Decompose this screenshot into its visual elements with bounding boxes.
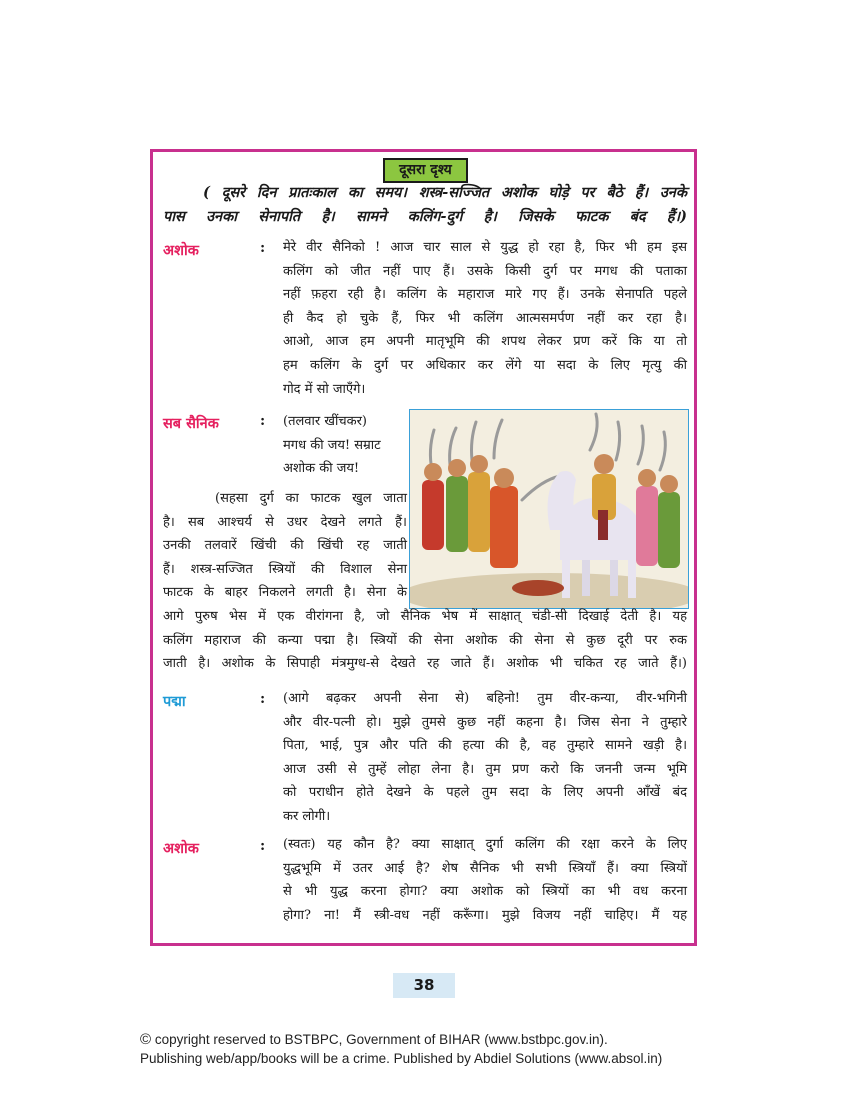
dialogue-line: आज उसी से तुम्हें लोहा लेना है। तुम प्रण करो कि जननी जन्म भूमि: [283, 761, 687, 777]
dialogue-line: होगा? ना! मैं स्त्री-वध नहीं करूँगा। मुझे विजय नहीं चाहिए। मैं यह: [283, 907, 687, 923]
battle-illustration: [409, 409, 689, 609]
dialogue-line: गोद में सो जाएँगे।: [283, 381, 366, 397]
dialogue-line: (तलवार खींचकर): [283, 414, 367, 429]
dialogue-line: को पराधीन होते देखने के पहले तुम सदा के लिए अपनी आँखें बंद: [283, 785, 687, 801]
dialogue-line: मगध की जय! सम्राट: [283, 437, 381, 453]
dialogue-line: मेरे वीर सैनिको ! आज चार साल से युद्ध हो रहा है, फिर भी हम इस: [283, 240, 687, 255]
dialogue-line: पिता, भाई, पुत्र और पति की हत्या की है, वह तुम्हारे सामने खड़ी है।: [283, 738, 687, 754]
dialogue-line: कर लोगी।: [283, 808, 331, 824]
dialogue-line: (स्वतः) यह कौन है? क्या साक्षात् दुर्गा कलिंग की रक्षा करने के लिए: [283, 837, 687, 852]
narration-line: कलिंग महाराज की कन्या पद्मा है। स्त्रियों की सेना अशोक की सेना से कुछ दूरी पर रुक: [163, 632, 687, 648]
narration-line: उनकी तलवारें खिंची की खिंची रह जाती: [163, 538, 407, 554]
narration-line: जाती है। अशोक के सिपाही मंत्रमुग्ध-से देखते रह जाते हैं। अशोक भी चकित रह जाते हैं।): [163, 656, 687, 672]
dialogue-line: युद्धभूमि में उतर आई है? शेष सैनिक भी सभी स्त्रियाँ हैं। क्या स्त्रियों: [283, 860, 687, 876]
horse-army-illustration-icon: [410, 410, 689, 609]
stage-direction-line: ( दूसरे दिन प्रातःकाल का समय। शस्त्र-सज्जित अशोक घोड़े पर बैठे हैं। उनके: [203, 184, 687, 201]
stage-direction: [163, 181, 687, 229]
scene-title: दूसरा दृश्य: [383, 158, 468, 183]
speaker-colon: :: [260, 838, 266, 854]
copyright-footer: [140, 1030, 740, 1068]
dialogue-line: ही कैद हो चुके हैं, फिर भी कलिंग आत्मसमर्पण नहीं कर रहा है।: [283, 310, 687, 326]
dialogue-soldiers: [283, 410, 403, 481]
dialogue-line: कलिंग को जीत नहीं पाए हैं। उसके किसी दुर्ग पर मगध की पताका: [283, 263, 687, 279]
speaker-colon: :: [260, 240, 266, 256]
dialogue-line: से भी युद्ध करना होगा? क्या अशोक को स्त्रियों का भी वध करना: [283, 884, 687, 900]
stage-direction-line: पास उनका सेनापति है। सामने कलिंग-दुर्ग है। जिसके फाटक बंद हैं।): [163, 208, 687, 225]
dialogue-line: अशोक की जय!: [283, 461, 360, 477]
dialogue-line: और वीर-पत्नी हो। मुझे तुमसे कुछ नहीं कहना है। जिस सेना ने तुम्हारे: [283, 714, 687, 730]
narration-line: हैं। शस्त्र-सज्जित स्त्रियों की विशाल सेना: [163, 561, 407, 577]
narration-full: [163, 605, 687, 676]
copyright-icon: ©: [140, 1031, 152, 1048]
page-number: 38: [393, 973, 455, 998]
dialogue-line: हम कलिंग के दुर्ग पर अधिकार कर लेंगे या सदा के लिए मृत्यु की: [283, 357, 687, 373]
narration-line: (सहसा दुर्ग का फाटक खुल जाता: [215, 491, 407, 506]
speaker-padma: पद्मा: [163, 693, 186, 710]
speaker-ashok: अशोक: [163, 242, 199, 259]
speaker-ashok: अशोक: [163, 840, 199, 857]
copyright-line-1: copyright reserved to BSTBPC, Government of BIHAR (www.bstbpc.gov.in).: [151, 1032, 608, 1047]
dialogue-line: आओ, आज हम अपनी मातृभूमि की शपथ लेकर प्रण करें कि या तो: [283, 334, 687, 350]
narration-left: [163, 487, 407, 605]
dialogue-ashok-2: [283, 833, 687, 927]
dialogue-padma: [283, 687, 687, 829]
narration-line: आगे पुरुष भेस में एक वीरांगना है, जो सैनिक भेष में साक्षात् चंडी-सी दिखाई देती है। यह: [163, 609, 687, 624]
speaker-colon: :: [260, 691, 266, 707]
dialogue-line: (आगे बढ़कर अपनी सेना से) बहिनो! तुम वीर-कन्या, वीर-भगिनी: [283, 691, 687, 706]
narration-line: फाटक के बाहर निकलने लगती है। सेना के: [163, 585, 407, 601]
dialogue-ashok-1: [283, 236, 687, 401]
dialogue-line: नहीं फ़हरा रही है। कलिंग के महाराज मारे गए हैं। उनके सेनापति पहले: [283, 287, 687, 303]
speaker-colon: :: [260, 413, 266, 429]
copyright-line-2: Publishing web/app/books will be a crime. Published by Abdiel Solutions (www.absol.in): [140, 1051, 663, 1066]
narration-line: है। सब आश्चर्य से उधर देखने लगते हैं।: [163, 514, 407, 530]
speaker-all-soldiers: सब सैनिक: [163, 415, 219, 432]
